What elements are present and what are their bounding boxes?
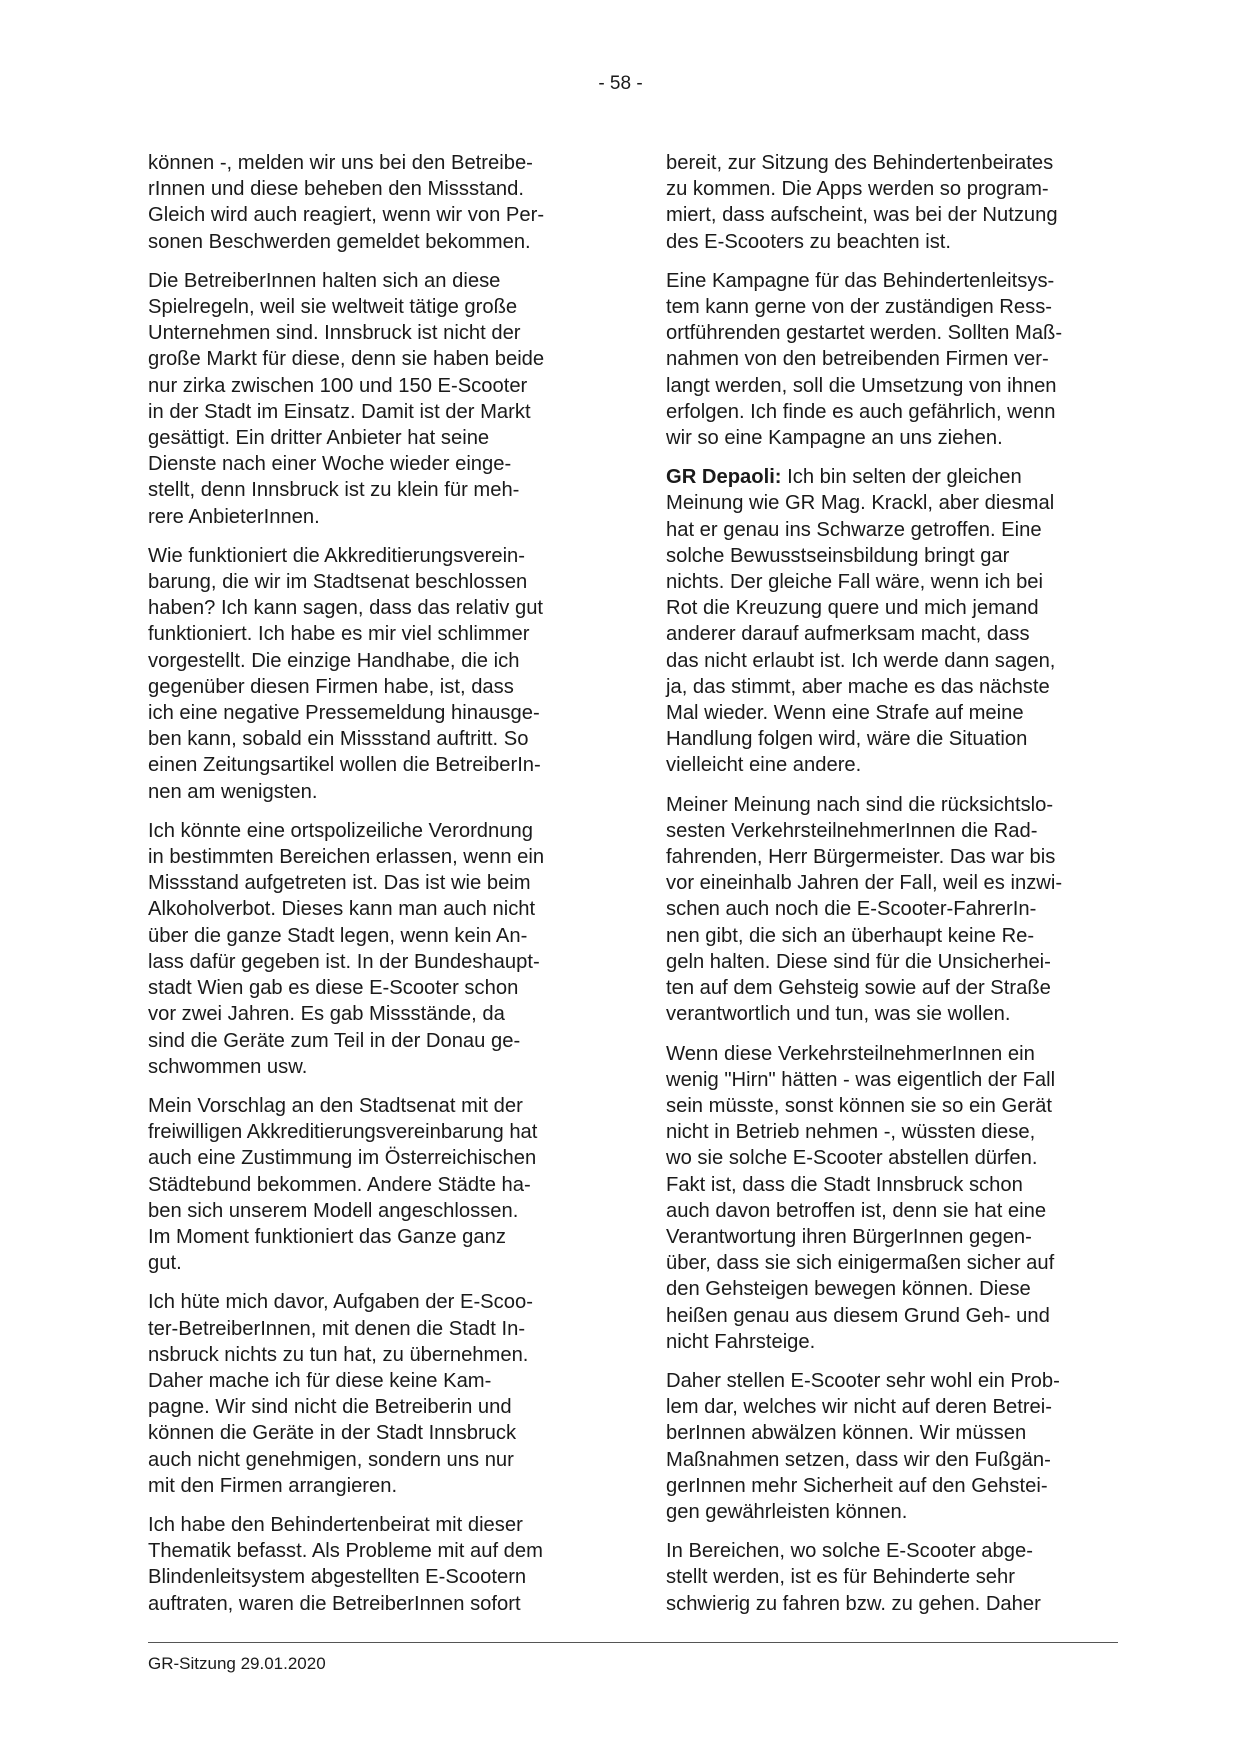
paragraph: können -, melden wir uns bei den Betreibe- rInnen und diese beheben den Missstand. Gleich wird auch reagiert, wenn wir von Per- sonen Beschwerden gemeldet bekommen. [148,152,545,253]
page-number: - 58 - [598,73,643,94]
paragraph: Die BetreiberInnen halten sich an diese Spielregeln, weil sie weltweit tätige große Unternehmen sind. Innsbruck ist nicht der große Markt für diese, denn sie haben beide nur zirka zwischen 100 und 150 E-Scooter in der Stadt im Einsatz. Damit ist der Markt gesättigt. Ein dritter Anbieter hat seine Dienste nach einer Woche wieder einge- stellt, denn Innsbruck ist zu klein für meh- rere AnbieterInnen. [148,269,545,528]
paragraph: Wenn diese VerkehrsteilnehmerInnen ein wenig "Hirn" hätten - was eigentlich der Fall sein müsste, sonst können sie so ein Gerät nicht in Betrieb nehmen -, wüssten diese, wo sie solche E-Scooter abstellen dürfen. Fakt ist, dass die Stadt Innsbruck schon auch davon betroffen ist, denn sie hat eine Verantwortung ihren BürgerInnen gegen- über, dass sie sich einigermaßen sicher auf den Gehsteigen bewegen können. Diese heißen genau aus diesem Grund Geh- und nicht Fahrsteige. [666,1042,1056,1353]
footer-text: GR-Sitzung 29.01.2020 [148,1654,326,1673]
paragraph: Mein Vorschlag an den Stadtsenat mit der freiwilligen Akkreditierungsvereinbarung hat auch eine Zustimmung im Österreichischen Städtebund bekommen. Andere Städte ha- ben sich unserem Modell angeschlossen. Im Moment funktioniert das Ganze ganz gut. [148,1094,538,1275]
paragraph: In Bereichen, wo solche E-Scooter abge- stellt werden, ist es für Behinderte sehr schwierig zu fahren bzw. zu gehen. Daher [666,1540,1041,1615]
paragraph: Ich habe den Behindertenbeirat mit dieser Thematik befasst. Als Probleme mit auf dem Blindenleitsystem abgestellten E-Scootern auftraten, waren die BetreiberInnen sofort [148,1513,543,1615]
speaker-text: Ich bin selten der gleichen Meinung wie GR Mag. Krackl, aber diesmal hat er genau ins Schwarze getroffen. Eine solche Bewusstseinsbildung bringt gar nichts. Der gleiche Fall wäre, wenn ich bei Rot die Kreuzung quere und mich jemand anderer darauf aufmerksam macht, dass das nicht erlaubt ist. Ich werde dann sagen, ja, das stimmt, aber mache es das nächste Mal wieder. Wenn eine Strafe auf meine Handlung folgen wird, wäre die Situation vielleicht eine andere. [666,466,1056,777]
speaker-name: GR Depaoli: [666,466,782,489]
paragraph: Ich hüte mich davor, Aufgaben der E-Scoo- ter-BetreiberInnen, mit denen die Stadt In- nsbruck nichts zu tun hat, zu übernehmen. Daher mache ich für diese keine Kam- pagne. Wir sind nicht die Betreiberin und können die Geräte in der Stadt Innsbruck auch nicht genehmigen, sondern uns nur mit den Firmen arrangieren. [148,1291,533,1497]
paragraph: Meiner Meinung nach sind die rücksichtslo- sesten VerkehrsteilnehmerInnen die Rad- fahrenden, Herr Bürgermeister. Das war bis vor eineinhalb Jahren der Fall, weil es inzwi- schen auch noch die E-Scooter-FahrerIn- nen gibt, die sich an überhaupt keine Re- geln halten. Diese sind für die Unsicherhei- ten auf dem Gehsteig sowie auf der Straße verantwortlich und tun, was sie wollen. [666,793,1063,1026]
paragraph: Ich könnte eine ortspolizeiliche Verordnung in bestimmten Bereichen erlassen, wenn ein Missstand aufgetreten ist. Das ist wie beim Alkoholverbot. Dieses kann man auch nicht über die ganze Stadt legen, wenn kein An- lass dafür gegeben ist. In der Bundeshaupt- stadt Wien gab es diese E-Scooter schon vor zwei Jahren. Es gab Missstände, da sind die Geräte zum Teil in der Donau ge- schwommen usw. [148,819,545,1078]
left-column [148,150,598,1630]
footer-divider [148,1642,1118,1643]
paragraph: Daher stellen E-Scooter sehr wohl ein Prob- lem dar, welches wir nicht auf deren Betrei- berInnen abwälzen können. Wir müssen Maßnahmen setzen, dass wir den Fußgän- gerInnen mehr Sicherheit auf den Gehstei- gen gewährleisten können. [666,1369,1060,1523]
right-column [666,150,1116,1630]
paragraph: Wie funktioniert die Akkreditierungsverein- barung, die wir im Stadtsenat beschlossen haben? Ich kann sagen, dass das relativ gut funktioniert. Ich habe es mir viel schlimmer vorgestellt. Die einzige Handhabe, die ich gegenüber diesen Firmen habe, ist, dass ich eine negative Pressemeldung hinausge- ben kann, sobald ein Missstand auftritt. So einen Zeitungsartikel wollen die BetreiberIn- nen am wenigsten. [148,544,544,803]
paragraph: bereit, zur Sitzung des Behindertenbeirates zu kommen. Die Apps werden so program- miert, dass aufscheint, was bei der Nutzung des E-Scooters zu beachten ist. [666,152,1058,253]
speaker-paragraph [666,464,1116,778]
paragraph: Eine Kampagne für das Behindertenleitsys- tem kann gerne von der zuständigen Ress- ortführenden gestartet werden. Sollten Maß- nahmen von den betreibenden Firmen ver- langt werden, soll die Umsetzung von ihnen erfolgen. Ich finde es auch gefährlich, wenn wir so eine Kampagne an uns ziehen. [666,269,1063,450]
